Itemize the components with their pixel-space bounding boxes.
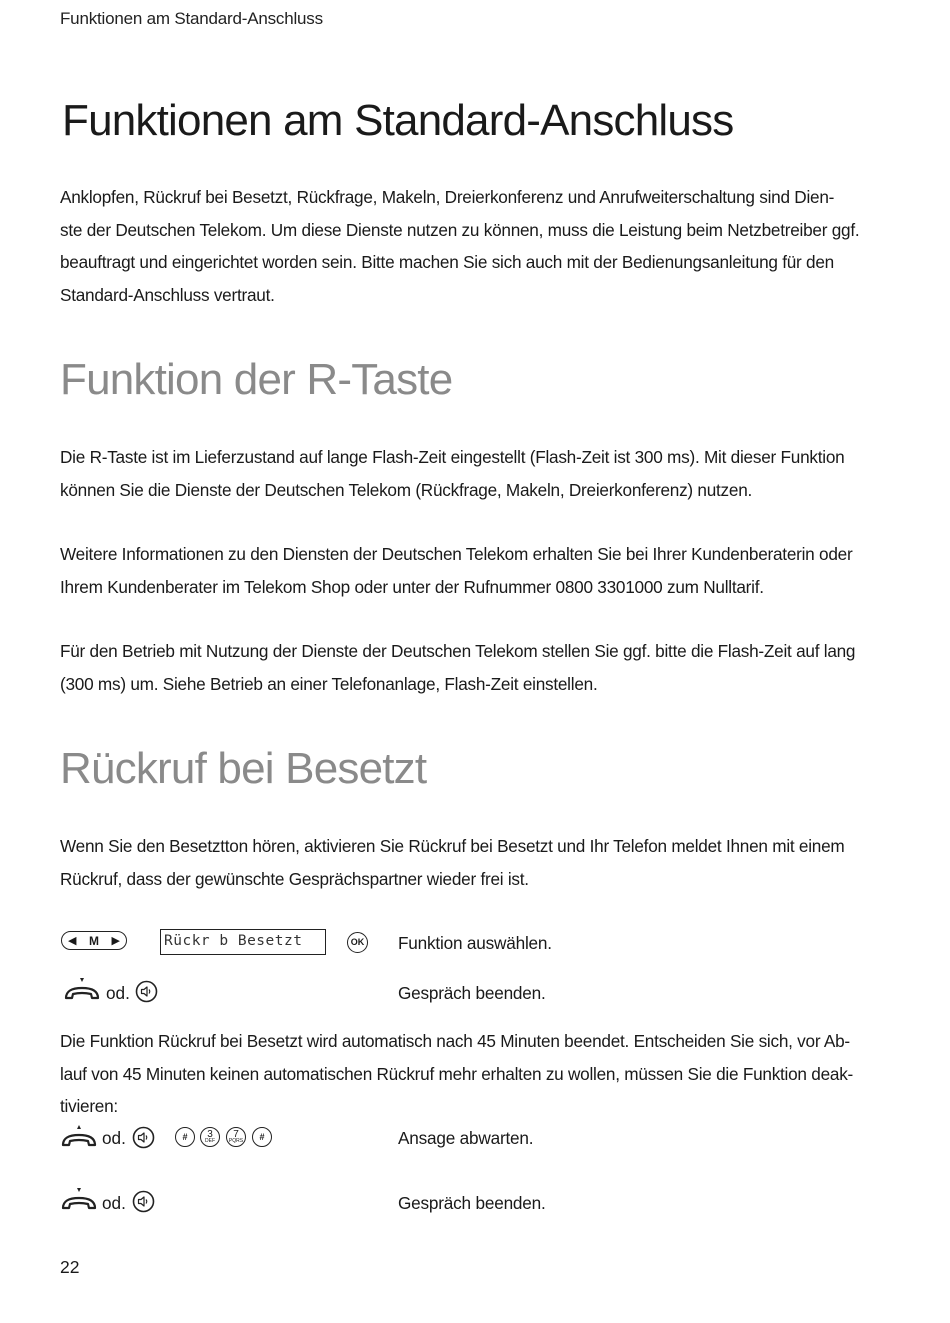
or-label: od. [102,1193,126,1213]
digit-3-key-icon [200,1127,220,1147]
r-taste-paragraph-3: Für den Betrieb mit Nutzung der Dienste der Deutschen Telekom stellen Sie ggf. bitte die Flash-Zeit auf lang (300 ms) um. Siehe Betrieb an einer Telefonanlage, Flash-Zeit einstellen. [60,641,856,694]
arrow-right-icon: ▶ [111,935,120,947]
intro-line: beauftragt und eingerichtet worden sein. Bitte machen Sie sich auch mit der Bedienungsanleitung für den [60,252,834,272]
key-sublabel: PQRS [228,1138,244,1144]
section-heading-rueckruf: Rückruf bei Besetzt [60,744,427,793]
arrow-left-icon: ◀ [68,935,77,947]
key-digit: 3 [207,1129,213,1140]
step-description: Ansage abwarten. [398,1128,534,1148]
navigation-key-icon [61,931,127,950]
or-label: od. [106,983,130,1003]
speaker-key-icon [132,1126,155,1149]
key-digit: 7 [233,1129,239,1140]
rueckruf-intro-paragraph: Wenn Sie den Besetztton hören, aktivieren Sie Rückruf bei Besetzt und Ihr Telefon meldet Ihnen mit einem Rückruf, dass der gewünschte Gesprächspartner wieder frei ist. [60,836,845,889]
section-heading-r-taste: Funktion der R-Taste [60,355,453,404]
hash-key-icon: # [175,1127,195,1147]
intro-line: ste der Deutschen Telekom. Um diese Dienste nutzen zu können, muss die Leistung beim Netzbetreiber ggf. [60,219,860,240]
step-description: Gespräch beenden. [398,1193,546,1213]
menu-key-label: M [89,933,99,948]
or-label: od. [102,1128,126,1148]
speaker-key-icon [135,980,158,1003]
page-title: Funktionen am Standard-Anschluss [62,96,734,145]
ok-key-icon: OK [347,932,368,953]
intro-line: Anklopfen, Rückruf bei Besetzt, Rückfrage, Makeln, Dreierkonferenz und Anrufweiterschaltung sind Dien- [60,187,835,207]
deactivate-line: Die Funktion Rückruf bei Besetzt wird automatisch nach 45 Minuten beendet. Entscheiden Sie sich, vor Ab- [60,1031,850,1051]
step-description: Funktion auswählen. [398,933,552,953]
deactivate-line: tivieren: [60,1096,118,1116]
hang-up-handset-icon [63,977,101,1003]
key-sublabel: DEF [205,1138,215,1144]
intro-line: Standard-Anschluss vertraut. [60,284,275,305]
deactivate-paragraph [60,1025,870,1123]
speaker-key-icon [132,1190,155,1213]
step-description: Gespräch beenden. [398,983,546,1003]
digit-7-key-icon [226,1127,246,1147]
page-number: 22 [60,1257,80,1277]
r-taste-paragraph-2: Weitere Informationen zu den Diensten der Deutschen Telekom erhalten Sie bei Ihrer Kundenberaterin oder Ihrem Kundenberater im Telekom Shop oder unter der Rufnummer 0800 3301000 zum Nulltarif. [60,544,853,597]
r-taste-paragraph-1: Die R-Taste ist im Lieferzustand auf lange Flash-Zeit eingestellt (Flash-Zeit ist 300 ms). Mit dieser Funktion können Sie die Dienste der Deutschen Telekom (Rückfrage, Makeln, Dreierkonferenz) nutzen. [60,447,845,500]
intro-paragraph [60,181,870,311]
pick-up-handset-icon [60,1124,98,1150]
running-header: Funktionen am Standard-Anschluss [60,9,323,28]
deactivate-line: lauf von 45 Minuten keinen automatischen Rückruf mehr erhalten zu wollen, müssen Sie die Funktion deak- [60,1063,854,1084]
hang-up-handset-icon [60,1187,98,1213]
display-text-box: Rückr b Besetzt [160,929,326,955]
hash-key-icon: # [252,1127,272,1147]
